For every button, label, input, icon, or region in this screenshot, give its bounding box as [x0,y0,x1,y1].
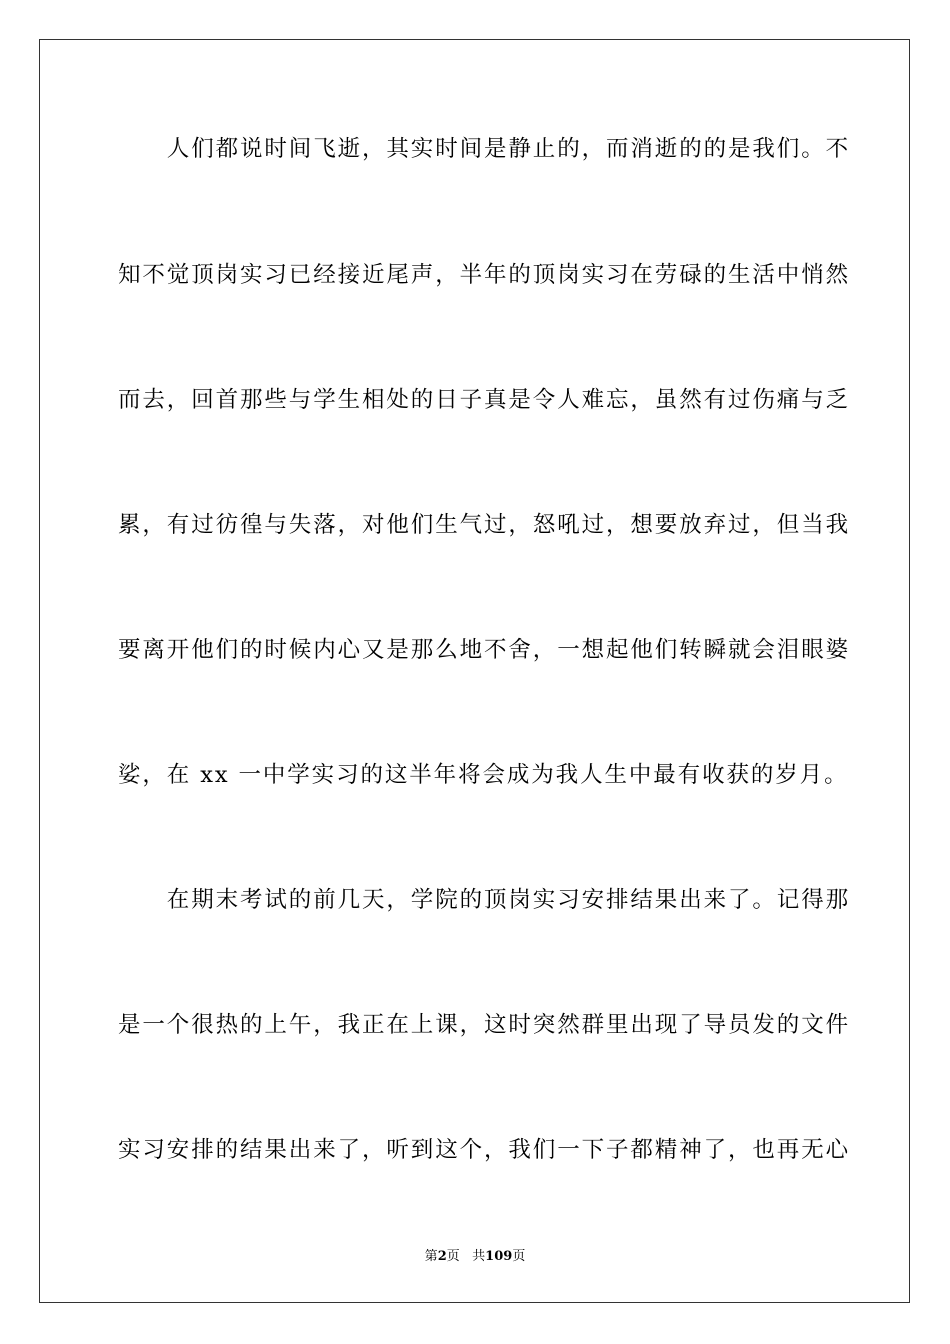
footer-page-number: 2 [437,1249,447,1264]
body-text-line: 知不觉顶岗实习已经接近尾声，半年的顶岗实习在劳碌的生活中悄然 [118,262,851,288]
footer-total-prefix: 共 [472,1249,486,1264]
body-text-line: 是一个很热的上午，我正在上课，这时突然群里出现了导员发的文件 [118,1012,851,1038]
footer-page-suffix: 页 [446,1249,460,1264]
footer-total-pages: 109 [485,1249,513,1264]
page-border [39,39,910,1303]
footer-total-suffix: 页 [512,1249,526,1264]
footer-page-prefix: 第 [424,1249,438,1264]
body-text-line: 在期末考试的前几天，学院的顶岗实习安排结果出来了。记得那 [118,887,851,913]
body-text-line: 娑，在 xx 一中学实习的这半年将会成为我人生中最有收获的岁月。 [118,762,849,788]
body-text-line: 实习安排的结果出来了，听到这个，我们一下子都精神了，也再无心 [118,1137,851,1163]
body-text-line: 要离开他们的时候内心又是那么地不舍，一想起他们转瞬就会泪眼婆 [118,637,851,663]
body-text-line: 人们都说时间飞逝，其实时间是静止的，而消逝的的是我们。不 [118,136,851,162]
body-text-line: 累，有过彷徨与失落，对他们生气过，怒吼过，想要放弃过，但当我 [118,512,851,538]
body-text-line: 而去，回首那些与学生相处的日子真是令人难忘，虽然有过伤痛与乏 [118,387,851,413]
page-footer [0,1248,950,1266]
